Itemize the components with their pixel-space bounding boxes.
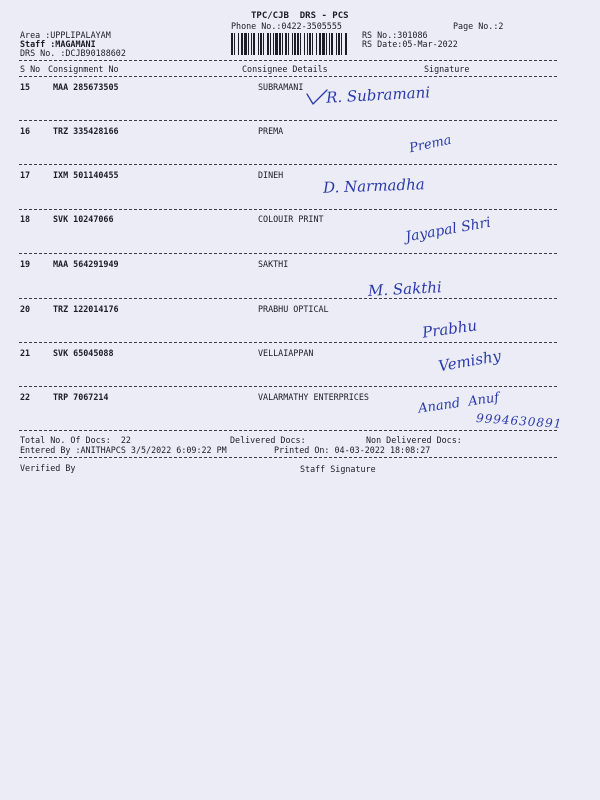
row-consignee: PRABHU OPTICAL	[258, 304, 329, 314]
barcode-bar	[260, 33, 262, 55]
barcode-bar	[341, 33, 342, 55]
divider	[19, 430, 557, 431]
signature-handwritten: Jayapal Shri	[404, 214, 492, 246]
barcode-bar	[292, 33, 293, 55]
row-sno: 21	[20, 348, 31, 358]
row-sno: 18	[20, 214, 31, 224]
row-consignee: VALARMATHY ENTERPRICES	[258, 392, 369, 402]
phone-number: Phone No.:0422-3505555	[231, 21, 342, 31]
divider	[19, 76, 557, 77]
barcode-bar	[312, 33, 313, 55]
signature-handwritten: D. Narmadha	[322, 175, 425, 197]
barcode-bar	[322, 33, 325, 55]
signature-handwritten: M. Sakthi	[367, 278, 443, 300]
col-consignment: Consignment No	[48, 64, 119, 74]
delivered-docs: Delivered Docs:	[230, 435, 306, 445]
barcode-bar	[238, 33, 239, 55]
barcode	[230, 33, 348, 55]
barcode-bar	[270, 33, 271, 55]
row-sno: 20	[20, 304, 31, 314]
entered-by: Entered By :ANITHAPCS 3/5/2022 6:09:22 PM	[20, 445, 227, 455]
divider	[19, 298, 557, 299]
rs-date: RS Date:05-Mar-2022	[362, 39, 458, 49]
col-signature: Signature	[424, 64, 470, 74]
drs-number: DRS No. :DCJB90188602	[20, 48, 126, 58]
printed-on: Printed On: 04-03-2022 18:08:27	[274, 445, 431, 455]
verified-by-label: Verified By	[20, 463, 76, 473]
row-consignee: SAKTHI	[258, 259, 289, 269]
row-consignment: TRZ 335428166	[53, 126, 119, 136]
barcode-bar	[338, 33, 340, 55]
row-consignee: PREMA	[258, 126, 284, 136]
signature-stroke	[305, 88, 329, 106]
row-sno: 16	[20, 126, 31, 136]
signature-handwritten: Prema	[407, 132, 453, 157]
staff-signature-label: Staff Signature	[300, 464, 376, 474]
barcode-bar	[251, 33, 252, 55]
total-docs: Total No. Of Docs: 22	[20, 435, 131, 445]
row-sno: 22	[20, 392, 31, 402]
barcode-bar	[294, 33, 296, 55]
row-consignee: VELLAIAPPAN	[258, 348, 314, 358]
divider	[19, 209, 557, 210]
barcode-bar	[345, 33, 347, 55]
row-consignee: COLOUIR PRINT	[258, 214, 324, 224]
row-consignment: SVK 10247066	[53, 214, 114, 224]
signature-handwritten: R. Subramani	[325, 83, 431, 107]
row-sno: 15	[20, 82, 31, 92]
row-consignment: TRZ 122014176	[53, 304, 119, 314]
col-consignee: Consignee Details	[242, 64, 328, 74]
page-number: Page No.:2	[453, 21, 504, 31]
barcode-bar	[273, 33, 274, 55]
document-title: TPC/CJB DRS - PCS	[251, 11, 349, 21]
barcode-bar	[275, 33, 278, 55]
divider	[19, 253, 557, 254]
barcode-bar	[279, 33, 281, 55]
barcode-bar	[267, 33, 269, 55]
signature-handwritten: Anand Anuf	[417, 390, 501, 417]
barcode-bar	[244, 33, 247, 55]
barcode-bar	[331, 33, 333, 55]
barcode-bar	[231, 33, 233, 55]
signature-handwritten: Vemishy	[436, 346, 503, 376]
area: Area :UPPLIPALAYAM	[20, 30, 111, 40]
handwritten-phone-number: 9994630891	[475, 411, 563, 431]
barcode-bar	[326, 33, 327, 55]
row-consignee: DINEH	[258, 170, 284, 180]
non-delivered-docs: Non Delivered Docs:	[366, 435, 462, 445]
row-consignment: MAA 564291949	[53, 259, 119, 269]
divider	[19, 164, 557, 165]
barcode-bar	[288, 33, 289, 55]
barcode-bar	[253, 33, 255, 55]
barcode-bar	[300, 33, 301, 55]
divider	[19, 120, 557, 121]
barcode-bar	[282, 33, 283, 55]
barcode-bar	[316, 33, 317, 55]
signature-handwritten: Prabhu	[421, 316, 479, 342]
row-consignment: SVK 65045088	[53, 348, 114, 358]
barcode-bar	[309, 33, 311, 55]
barcode-bar	[241, 33, 243, 55]
barcode-bar	[258, 33, 259, 55]
divider	[19, 386, 557, 387]
staff: Staff :MAGAMANI	[20, 39, 96, 49]
rs-number: RS No.:301086	[362, 30, 428, 40]
barcode-bar	[285, 33, 287, 55]
barcode-bar	[263, 33, 264, 55]
divider	[19, 60, 557, 61]
row-consignment: IXM 501140455	[53, 170, 119, 180]
divider	[19, 342, 557, 343]
row-consignment: MAA 285673505	[53, 82, 119, 92]
barcode-bar	[234, 33, 235, 55]
barcode-bar	[329, 33, 330, 55]
barcode-bar	[297, 33, 299, 55]
barcode-bar	[304, 33, 305, 55]
row-consignment: TRP 7067214	[53, 392, 109, 402]
barcode-bar	[336, 33, 337, 55]
barcode-bar	[319, 33, 321, 55]
barcode-bar	[248, 33, 249, 55]
divider	[19, 457, 557, 458]
row-sno: 19	[20, 259, 31, 269]
barcode-bar	[307, 33, 308, 55]
row-sno: 17	[20, 170, 31, 180]
col-sno: S No	[20, 64, 41, 74]
row-consignee: SUBRAMANI	[258, 82, 304, 92]
